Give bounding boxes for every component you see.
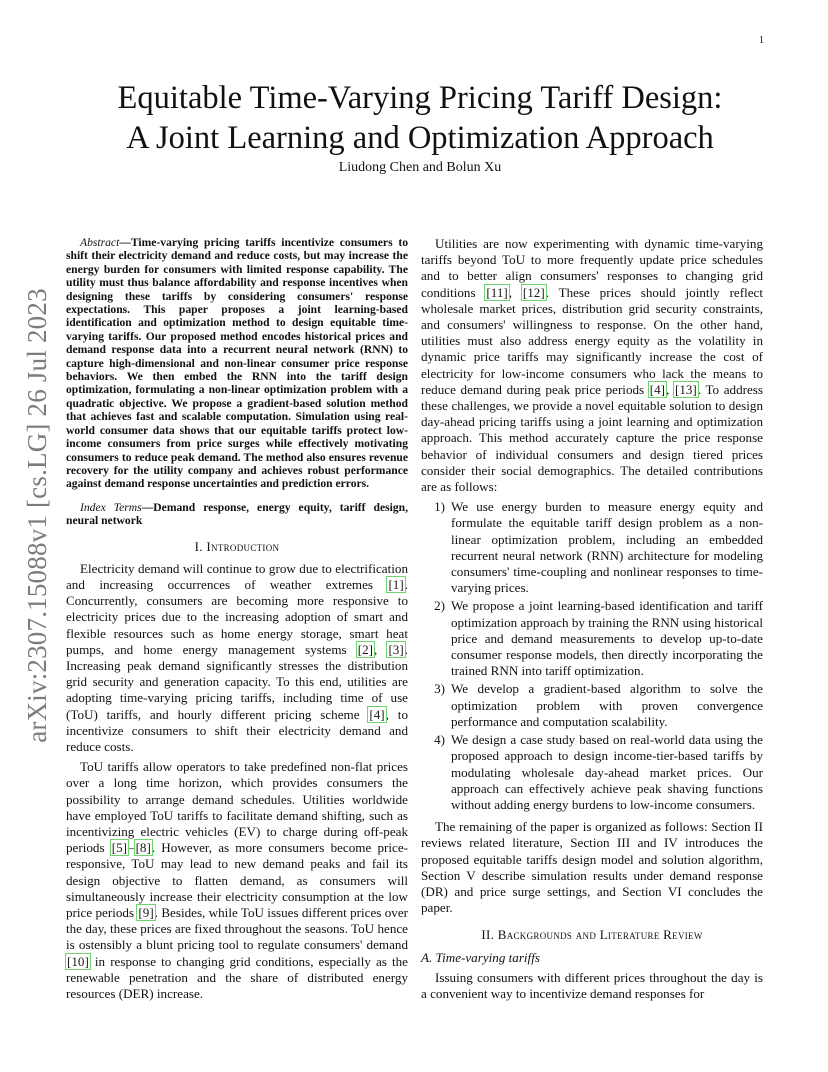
- index-terms: [66, 501, 408, 528]
- index-terms-lead: Index Terms: [80, 500, 142, 514]
- text-run: ,: [374, 641, 388, 657]
- intro-paragraph-1: [66, 561, 408, 755]
- citation-link[interactable]: [3]: [388, 641, 404, 657]
- text-run: –: [128, 840, 135, 856]
- text-run: ,: [508, 284, 522, 300]
- list-item: [421, 732, 763, 813]
- section-heading-introduction: I. Introduction: [194, 538, 280, 554]
- text-run: . These prices should jointly reflect wholesale market prices, distribution grid security constraints, and consumers' willingness to response. On the other hand, utilities must also address energy equity as the volatility in dynamic price tariffs may significantly increase the cost of electricity for low-income consumers who lack the means to reduce demand during peak price periods: [421, 284, 764, 397]
- citation-link[interactable]: [5]: [111, 840, 128, 856]
- text-run: , to incentivize consumers to shift their electricity demand and reduce costs.: [66, 706, 408, 754]
- paper-organization-paragraph: The remaining of the paper is organized as follows: Section II reviews related literature, Section III and IV introduces the proposed equitable tariffs design model and solution algorithm, Section V describe simulation results under demand response (DR) and price surge settings, and Section VI concludes the paper.: [421, 819, 763, 916]
- list-item-number: 2): [434, 598, 445, 614]
- text-run: ToU tariffs allow operators to take predefined non-flat prices over a long time horizon, which provides consumers the possibility to arrange demand schedules. Utilities worldwide have employed ToU tariffs to facilitate demand shifting, such as incentivizing electric vehicles (EV) to charge during off-peak periods: [66, 759, 408, 856]
- text-run: Utilities are now experimenting with dynamic time-varying tariffs beyond ToU to more frequently update price schedules and to better align consumers' responses to changing grid conditions: [421, 236, 763, 300]
- contributions-list: [421, 499, 763, 813]
- abstract-text: —Time-varying pricing tariffs incentivize consumers to shift their electricity demand and reduce costs, but may increase the energy burden for consumers with limited response capability. The utility must thus balance affordability and response incentives when designing these tariffs by considering consumers' response expectations. This paper proposes a joint learning-based identification and optimization method to design equitable time-varying tariffs. Our proposed method encodes historical prices and demand response data into a recurrent neural network (RNN) to capture high-dimensional and non-linear consumer price response behaviors. We then embed the RNN into the tariff design optimization, formulating a non-linear optimization problem with a quadratic objective. We propose a gradient-based solution method that achieves fast and scalable computation. Simulation using real-world consumer data shows that our equitable tariffs protect low-income consumers from price surges while effectively motivating consumers to reduce peak demand. The method also ensures revenue recovery for the utility company and achieves robust performance against demand response uncertainties and prediction errors.: [66, 236, 408, 491]
- text-run: . Concurrently, consumers are becoming more responsive to electricity prices due to the increasing adoption of smart and flexible resources such as home energy storage, smart heat pumps, and home energy management systems: [66, 576, 408, 657]
- list-item-number: 4): [434, 732, 445, 748]
- section-heading-backgrounds: II. Backgrounds and Literature Review: [481, 927, 703, 943]
- background-paragraph-1: Issuing consumers with different prices throughout the day is a convenient way to incentivize demand responses for: [421, 969, 763, 1001]
- text-run: ,: [666, 381, 674, 397]
- list-item: [421, 499, 763, 596]
- text-run: . Increasing peak demand significantly stresses the distribution grid security and generation capacity. To this end, utilities are adopting time-varying pricing tariffs, including time of use (ToU) tariffs, and hourly different pricing scheme: [66, 641, 408, 722]
- intro-paragraph-2: [66, 759, 408, 1002]
- citation-link[interactable]: [8]: [135, 840, 151, 856]
- citation-link[interactable]: [13]: [674, 381, 697, 397]
- text-run: Electricity demand will continue to grow due to electrification and increasing occurrences of weather extremes: [66, 560, 408, 592]
- arxiv-stamp: [10, 287, 64, 743]
- right-column: [421, 236, 763, 1006]
- abstract: [66, 236, 408, 491]
- citation-link[interactable]: [9]: [138, 905, 154, 920]
- list-item-text: We use energy burden to measure energy equity and formulate the equitable tariff design problem as a non-linear optimization problem, including an embedded recurrent neural network (RNN) architecture for modeling consumers' time-coupling and nonlinear responses to time-varying prices.: [451, 499, 763, 596]
- arxiv-identifier: arXiv:2307.15088v1 [cs.LG] 26 Jul 2023: [21, 287, 52, 743]
- list-item-text: We design a case study based on real-world data using the proposed approach to design income-tier-based tariffs by modulating wholesale day-ahead market prices. Our approach can effectively achieve peak shaving functions without adding energy burdens to low-income consumers.: [451, 732, 763, 812]
- citation-link[interactable]: [4]: [369, 706, 385, 722]
- list-item-number: 3): [434, 681, 445, 697]
- title-line-1: Equitable Time-Varying Pricing Tariff Design:: [117, 80, 723, 116]
- citation-link[interactable]: [10]: [67, 953, 89, 969]
- left-column: [66, 236, 408, 1006]
- list-item-text: We propose a joint learning-based identification and tariff optimization approach by training the RNN using historical price and demand measurements to develop up-to-date consumer response models, then directly incorporating the trained RNN into tariff optimization.: [451, 598, 763, 679]
- title-line-2: A Joint Learning and Optimization Approach: [126, 120, 714, 156]
- text-run: . However, as more consumers become price-responsive, ToU may lead to new demand peaks and fail its design objective to flatten demand, as consumers will simultaneously increase their electricity consumption at the low price periods: [66, 840, 408, 920]
- intro-paragraph-3: [421, 236, 763, 495]
- page-number: 1: [759, 35, 764, 46]
- citation-link[interactable]: [4]: [649, 381, 666, 397]
- abstract-lead: Abstract: [80, 236, 120, 249]
- index-terms-text: —Demand response, energy equity, tariff design, neural network: [66, 500, 408, 528]
- citation-link[interactable]: [11]: [486, 284, 508, 300]
- text-run: . To address these challenges, we provide a novel equitable solution to design day-ahead pricing tariffs using a joint learning and optimization approach. This method accurately capture the price response behavior of individual consumers and design tiered prices consider their social demographics. The detailed contributions are as follows:: [421, 381, 764, 495]
- list-item: [421, 681, 763, 730]
- text-run: in response to changing grid conditions, especially as the renewable penetration and the share of distributed energy resources (DER) increase.: [66, 953, 408, 1002]
- paper-title: [70, 78, 770, 158]
- list-item: [421, 598, 763, 679]
- citation-link[interactable]: [1]: [388, 576, 404, 592]
- text-run: . Besides, while ToU issues different prices over the day, these prices are fixed throughout the seasons. ToU hence is ostensibly a blunt pricing tool to regulate consumers' demand: [66, 905, 408, 953]
- subsection-heading-time-varying-tariffs: A. Time-varying tariffs: [421, 949, 540, 965]
- citation-link[interactable]: [12]: [522, 284, 545, 300]
- citation-link[interactable]: [2]: [357, 641, 374, 657]
- list-item-text: We develop a gradient-based algorithm to solve the optimization problem with proven convergence performance and computation scalability.: [451, 681, 763, 729]
- authors: Liudong Chen and Bolun Xu: [338, 160, 502, 175]
- list-item-number: 1): [434, 499, 445, 515]
